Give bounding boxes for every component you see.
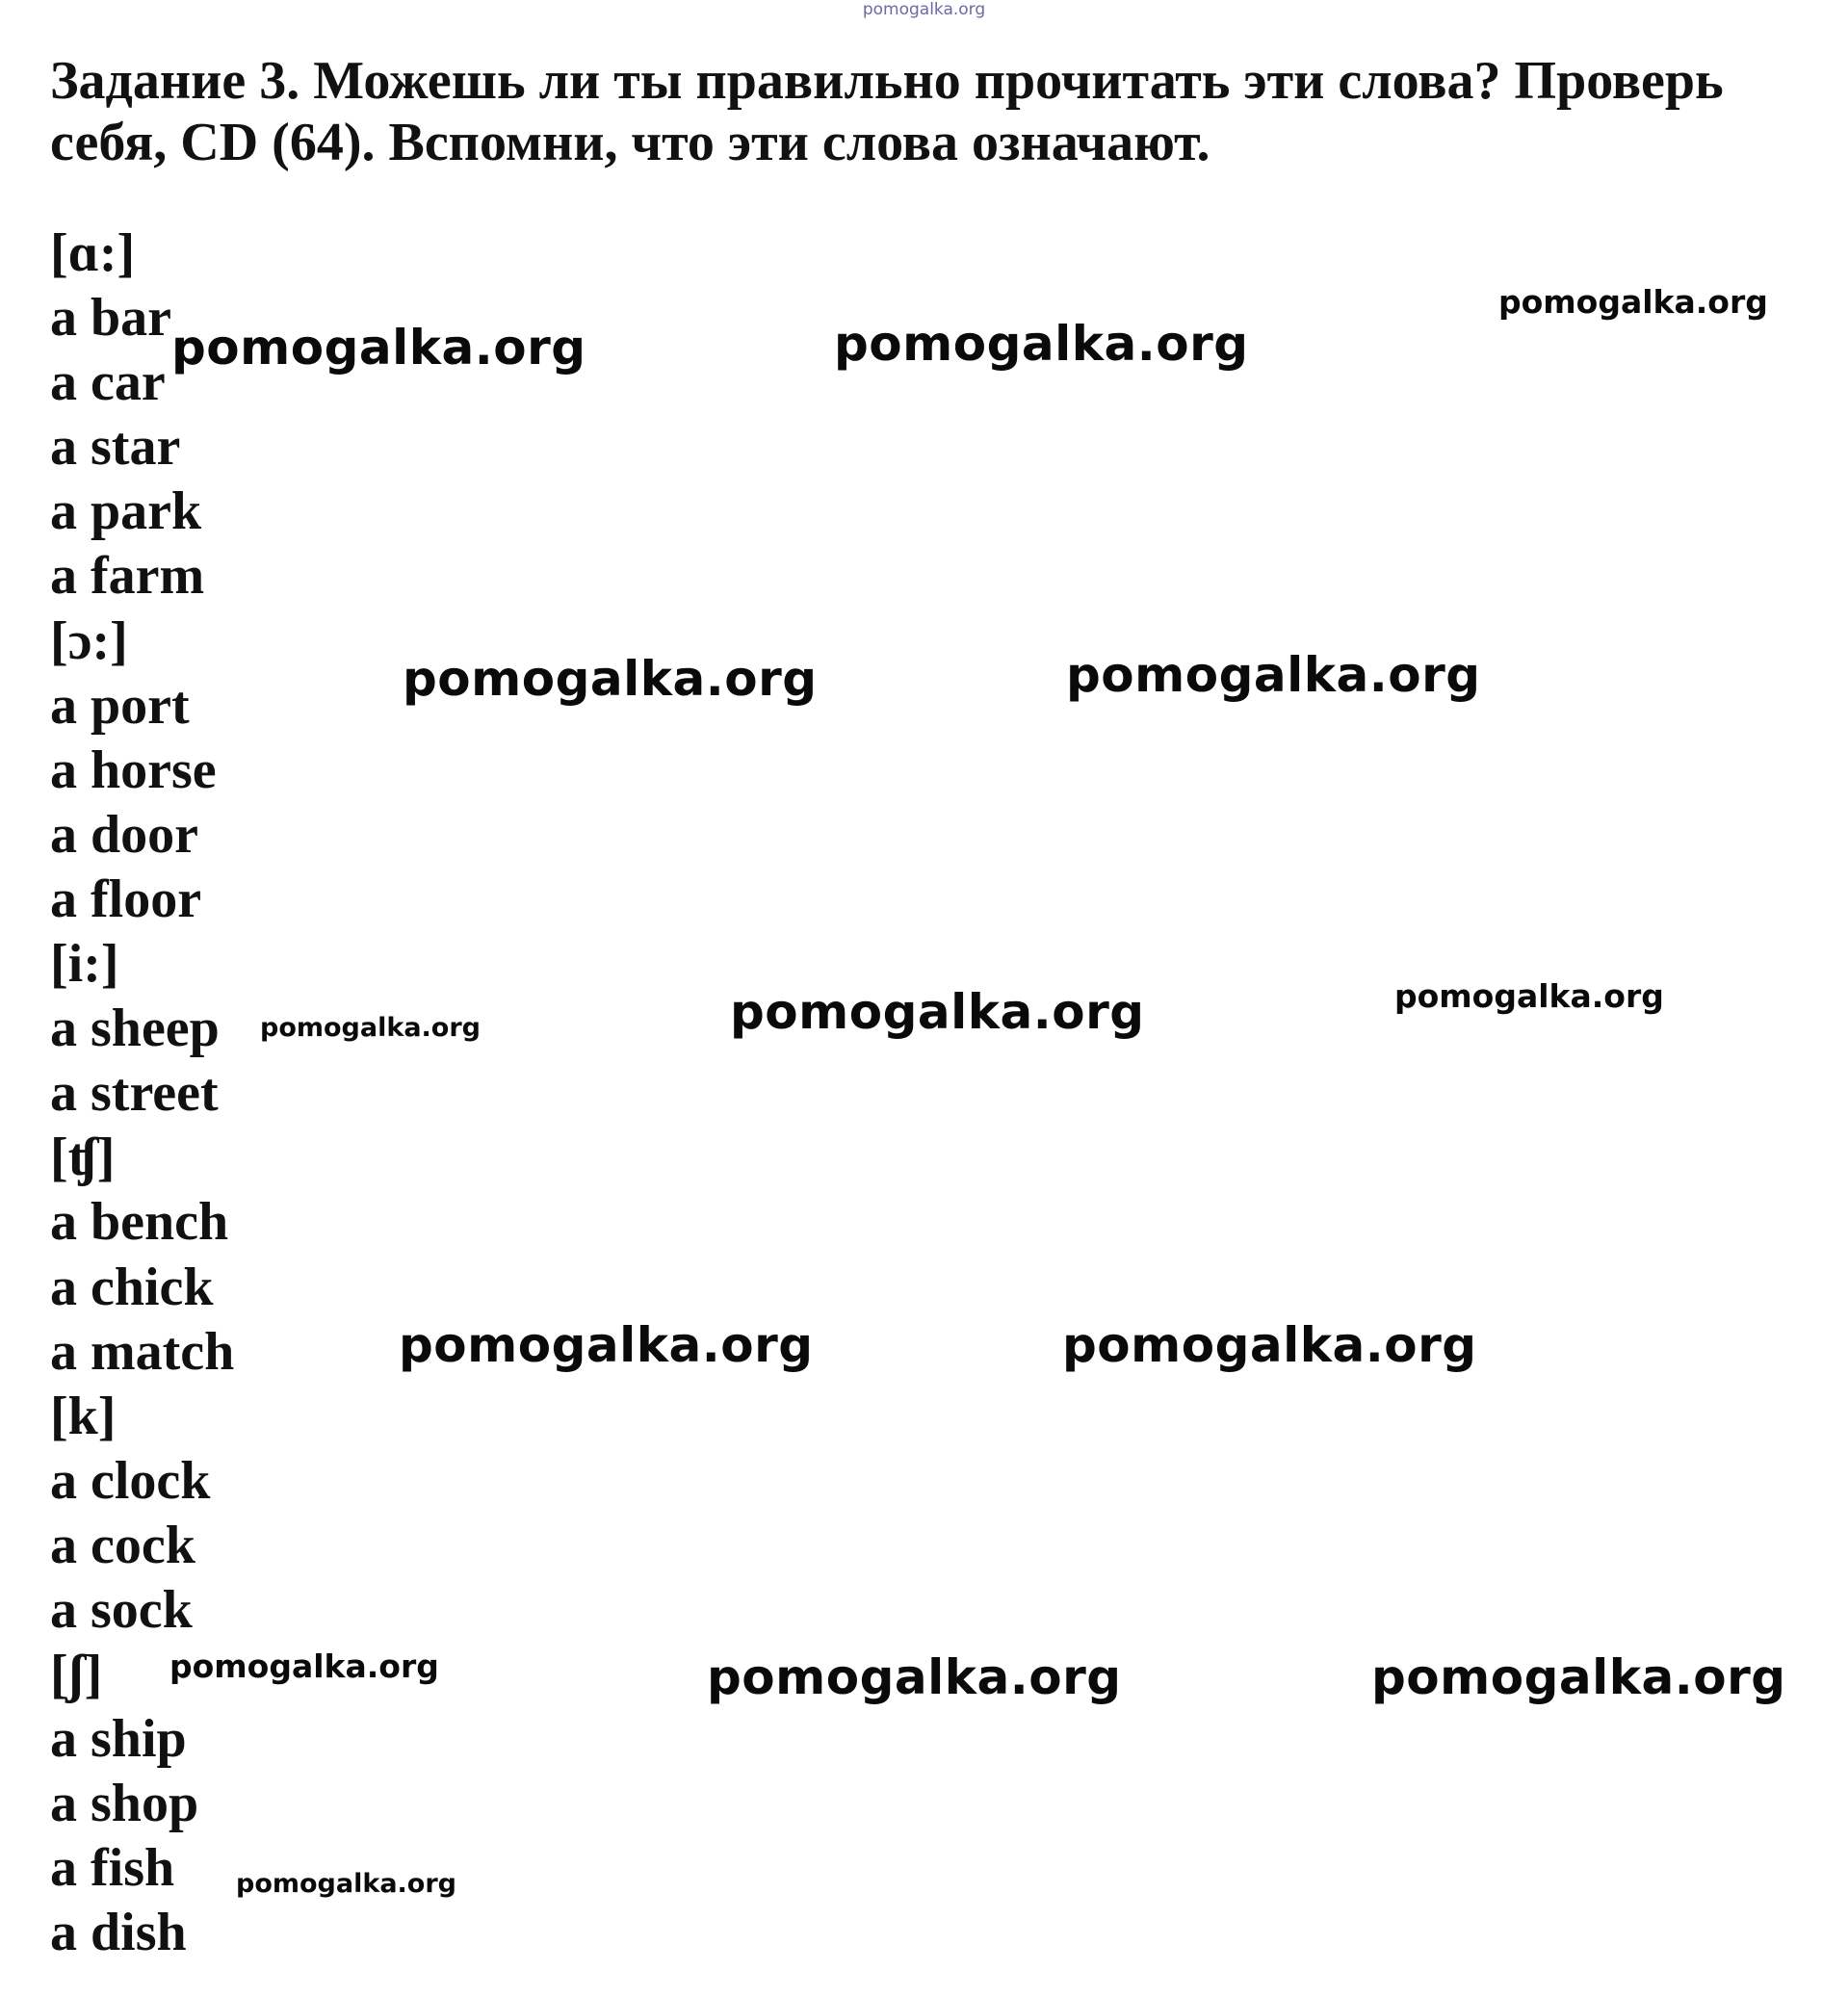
word-item: a horse — [50, 739, 217, 800]
word-item: a dish — [50, 1903, 187, 1963]
task-heading: Задание 3. Можешь ли ты правильно прочитать эти слова? Проверь себя, CD (64). Вспомни, что эти слова означают. — [50, 51, 1724, 172]
top-watermark: pomogalka.org — [862, 0, 986, 19]
word-item: a ship — [50, 1709, 187, 1770]
sound-heading-a: [ɑ:] — [50, 223, 136, 283]
word-item: a bar — [50, 288, 171, 349]
word-item: a farm — [50, 546, 205, 607]
watermark: pomogalka.org — [171, 320, 586, 376]
word-item: a door — [50, 804, 198, 865]
word-item: a star — [50, 417, 181, 478]
word-item: a port — [50, 675, 190, 736]
watermark: pomogalka.org — [236, 1869, 456, 1899]
word-item: a bench — [50, 1192, 229, 1253]
sound-heading-sh: [ʃ] — [50, 1645, 103, 1705]
word-item: a clock — [50, 1450, 211, 1511]
sound-heading-k: [k] — [50, 1386, 117, 1446]
watermark: pomogalka.org — [403, 651, 818, 707]
word-item: a shop — [50, 1774, 199, 1834]
word-item: a fish — [50, 1838, 175, 1899]
sound-heading-ch: [ʧ] — [50, 1128, 116, 1188]
word-item: a car — [50, 352, 166, 413]
word-item: a floor — [50, 869, 202, 929]
word-item: a street — [50, 1063, 219, 1124]
word-item: a park — [50, 481, 202, 542]
watermark: pomogalka.org — [169, 1647, 439, 1685]
word-item: a cock — [50, 1515, 195, 1575]
watermark: pomogalka.org — [1062, 1317, 1477, 1373]
word-item: a chick — [50, 1257, 214, 1317]
watermark: pomogalka.org — [730, 984, 1145, 1040]
watermark: pomogalka.org — [399, 1317, 814, 1373]
watermark: pomogalka.org — [834, 316, 1249, 372]
word-item: a sheep — [50, 998, 220, 1059]
sound-heading-i: [i:] — [50, 934, 119, 995]
word-item: a sock — [50, 1579, 193, 1640]
watermark: pomogalka.org — [1371, 1649, 1786, 1705]
watermark: pomogalka.org — [707, 1649, 1122, 1705]
word-list — [50, 221, 234, 1966]
watermark: pomogalka.org — [260, 1013, 481, 1043]
word-item: a match — [50, 1321, 235, 1382]
sound-heading-o: [ɔ:] — [50, 610, 128, 671]
watermark: pomogalka.org — [1498, 283, 1768, 321]
watermark: pomogalka.org — [1394, 977, 1664, 1015]
watermark: pomogalka.org — [1066, 647, 1481, 703]
